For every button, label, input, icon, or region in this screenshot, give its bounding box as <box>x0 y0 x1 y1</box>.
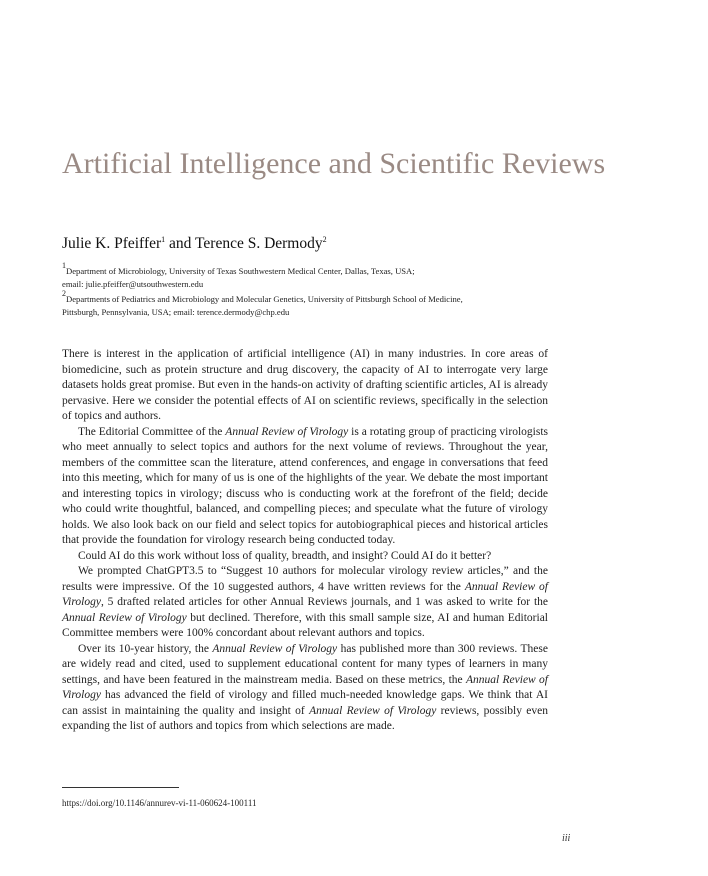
author-name: Julie K. Pfeiffer <box>62 235 162 252</box>
article-title: Artificial Intelligence and Scientific Reviews <box>62 147 606 180</box>
affiliation-1 <box>62 261 582 290</box>
journal-name: Annual Review of Virology <box>309 704 437 717</box>
paragraph: We prompted ChatGPT3.5 to “Suggest 10 authors for molecular virology review articles,” and the results were impressive. Of the 10 suggested authors, 4 have written reviews for the Annual Review of Virology, 5 drafted related articles for other Annual Reviews journals, and 1 was asked to write for the Annual Review of Virology but declined. Therefore, with this small sample size, AI and human Editorial Committee members were 100% concordant about relevant authors and topics. <box>62 565 548 639</box>
page-number: iii <box>562 833 571 844</box>
author-affiliation-marker: 2 <box>322 235 327 244</box>
author-line <box>62 235 327 253</box>
affiliation-email[interactable]: Pittsburgh, Pennsylvania, USA; email: terence.dermody@chp.edu <box>62 306 290 317</box>
journal-name: Annual Review of Virology <box>62 611 187 624</box>
author-name: Terence S. Dermody <box>195 235 323 252</box>
paragraph: Could AI do this work without loss of quality, breadth, and insight? Could AI do it better? <box>78 549 492 562</box>
article-body <box>62 347 548 735</box>
paragraph: Over its 10-year history, the Annual Review of Virology has published more than 300 reviews. These are widely read and cited, used to supplement educational content for many types of learners in many settings, and have been featured in the mainstream media. Based on these metrics, the Annual Review of Virology has advanced the field of virology and filled much-needed knowledge gaps. We think that AI can assist in maintaining the quality and insight of Annual Review of Virology reviews, possibly even expanding the list of authors and topics from which selections are made. <box>62 642 548 732</box>
doi-link[interactable]: https://doi.org/10.1146/annurev-vi-11-060624-100111 <box>62 798 257 808</box>
affiliation-marker: 2 <box>62 289 66 298</box>
footnote-divider <box>62 787 179 788</box>
paragraph: There is interest in the application of artificial intelligence (AI) in many industries. In core areas of biomedicine, such as protein structure and drug discovery, the capacity of AI to interrogate very large datasets holds great promise. But even in the hands-on activity of drafting scientific articles, AI is already pervasive. Here we consider the potential effects of AI on scientific reviews, specifically in the selection of topics and authors. <box>62 348 548 422</box>
affiliation-2 <box>62 289 582 318</box>
author-affiliation-marker: 1 <box>161 235 166 244</box>
affiliation-text: Department of Microbiology, University of Texas Southwestern Medical Center, Dallas, Texas, USA; <box>66 266 415 276</box>
journal-name: Annual Review of Virology <box>212 642 338 655</box>
affiliation-text: Departments of Pediatrics and Microbiology and Molecular Genetics, University of Pittsburgh School of Medicine, <box>66 294 463 304</box>
journal-name: Annual Review of Virology <box>62 580 548 608</box>
paragraph: The Editorial Committee of the Annual Review of Virology is a rotating group of practicing virologists who meet annually to select topics and authors for the next volume of reviews. Throughout the year, members of the committee scan the literature, attend conferences, and engage in conversations that feed into this meeting, which for many of us is one of the highlights of the year. We debate the most important and interesting topics in virology; discuss who is conducting work at the forefront of the field; decide who could write thoughtful, balanced, and compelling pieces; and speculate what the future of virology holds. We also look back on our field and select topics for autobiographical pieces and historical articles that provide the foundation for virology research being conducted today. <box>62 425 548 546</box>
affiliation-email[interactable]: email: julie.pfeiffer@utsouthwestern.edu <box>62 278 204 289</box>
journal-name: Annual Review of Virology <box>62 673 548 701</box>
affiliation-marker: 1 <box>62 261 66 270</box>
author-conjunction: and <box>165 235 196 252</box>
journal-name: Annual Review of Virology <box>225 425 349 438</box>
